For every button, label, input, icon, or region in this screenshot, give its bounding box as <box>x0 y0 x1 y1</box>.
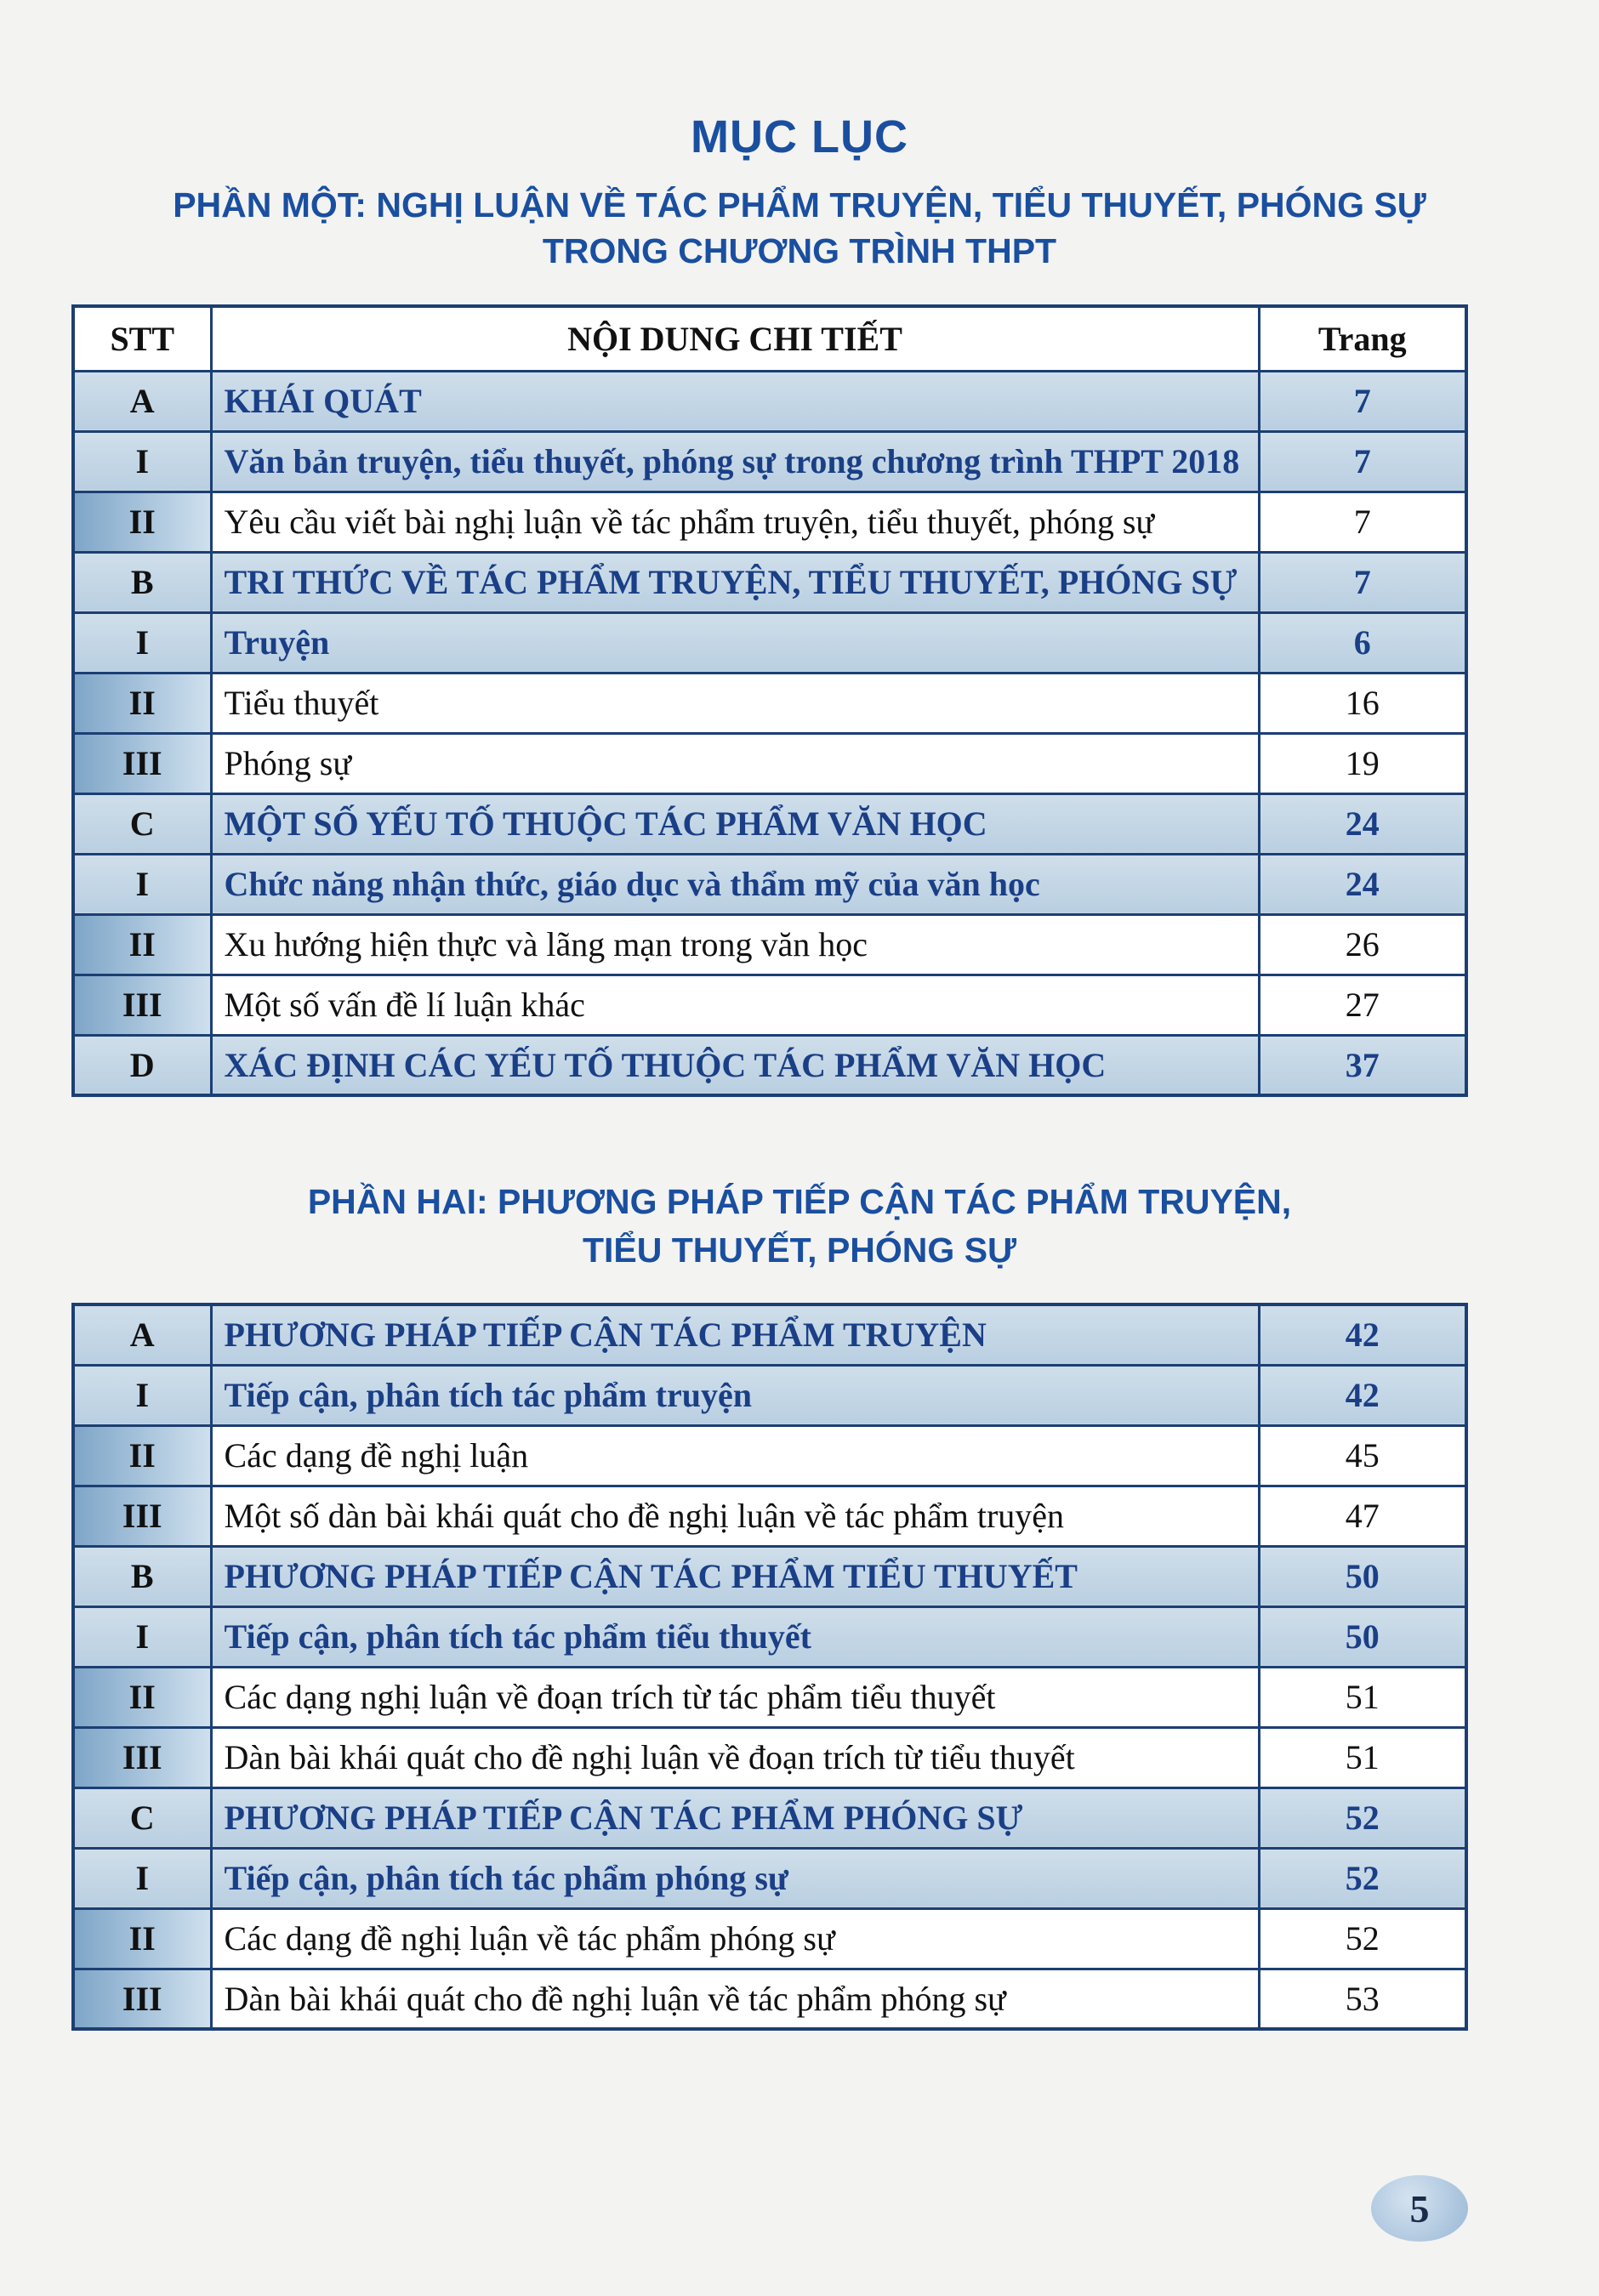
row-title: KHÁI QUÁT <box>211 371 1259 431</box>
table-row <box>73 733 1466 793</box>
row-index: II <box>73 673 211 733</box>
table-row <box>73 1969 1466 2029</box>
row-page-number: 16 <box>1259 673 1466 733</box>
row-index: III <box>73 1969 211 2029</box>
table-row <box>73 1486 1466 1546</box>
row-page-number: 53 <box>1259 1969 1466 2029</box>
part-two-toc-table <box>71 1303 1468 2031</box>
section-row <box>73 793 1466 854</box>
row-index: I <box>73 431 211 492</box>
section-row <box>73 1606 1466 1667</box>
part-one-rows <box>73 371 1466 1095</box>
section-row <box>73 1848 1466 1908</box>
row-page-number: 47 <box>1259 1486 1466 1546</box>
column-header-content: NỘI DUNG CHI TIẾT <box>211 306 1259 371</box>
row-page-number: 7 <box>1259 371 1466 431</box>
part-two-rows <box>73 1304 1466 2029</box>
row-title: MỘT SỐ YẾU TỐ THUỘC TÁC PHẨM VĂN HỌC <box>211 793 1259 854</box>
row-index: II <box>73 1425 211 1486</box>
part-two-heading: PHẦN HAI: PHƯƠNG PHÁP TIẾP CẬN TÁC PHẨM TRUYỆN, <box>307 1182 1292 1221</box>
section-row <box>73 612 1466 673</box>
table-row <box>73 673 1466 733</box>
row-index: III <box>73 975 211 1035</box>
row-page-number: 42 <box>1259 1304 1466 1365</box>
table-row <box>73 914 1466 975</box>
row-page-number: 7 <box>1259 552 1466 612</box>
row-index: I <box>73 1848 211 1908</box>
table-row <box>73 1425 1466 1486</box>
row-title: Yêu cầu viết bài nghị luận về tác phẩm truyện, tiểu thuyết, phóng sự <box>211 492 1259 552</box>
row-title: PHƯƠNG PHÁP TIẾP CẬN TÁC PHẨM TIỂU THUYẾT <box>211 1546 1259 1606</box>
row-index: I <box>73 1365 211 1425</box>
page-number-badge: 5 <box>1371 2175 1468 2242</box>
row-title: Các dạng đề nghị luận về tác phẩm phóng sự <box>211 1908 1259 1969</box>
row-title: Tiểu thuyết <box>211 673 1259 733</box>
row-index: III <box>73 1486 211 1546</box>
row-title: Truyện <box>211 612 1259 673</box>
row-page-number: 7 <box>1259 431 1466 492</box>
table-row <box>73 975 1466 1035</box>
section-row <box>73 552 1466 612</box>
section-row <box>73 1035 1466 1095</box>
row-title: PHƯƠNG PHÁP TIẾP CẬN TÁC PHẨM TRUYỆN <box>211 1304 1259 1365</box>
section-row <box>73 1546 1466 1606</box>
section-row <box>73 1365 1466 1425</box>
row-page-number: 26 <box>1259 914 1466 975</box>
section-row <box>73 854 1466 914</box>
row-page-number: 19 <box>1259 733 1466 793</box>
table-row <box>73 1727 1466 1787</box>
row-title: Xu hướng hiện thực và lãng mạn trong văn học <box>211 914 1259 975</box>
row-page-number: 50 <box>1259 1606 1466 1667</box>
row-index: C <box>73 1787 211 1848</box>
row-page-number: 51 <box>1259 1667 1466 1727</box>
row-title: Tiếp cận, phân tích tác phẩm tiểu thuyết <box>211 1606 1259 1667</box>
part-one-heading: PHẦN MỘT: NGHỊ LUẬN VỀ TÁC PHẨM TRUYỆN, TIỂU THUYẾT, PHÓNG SỰ <box>173 185 1426 224</box>
row-index: A <box>73 371 211 431</box>
row-index: III <box>73 1727 211 1787</box>
row-index: II <box>73 1908 211 1969</box>
section-row <box>73 431 1466 492</box>
part-one-toc-table <box>71 304 1468 1097</box>
row-title: TRI THỨC VỀ TÁC PHẨM TRUYỆN, TIỂU THUYẾT, PHÓNG SỰ <box>211 552 1259 612</box>
row-index: II <box>73 1667 211 1727</box>
column-header-stt: STT <box>73 306 211 371</box>
row-index: III <box>73 733 211 793</box>
section-row <box>73 371 1466 431</box>
row-index: II <box>73 914 211 975</box>
row-title: Tiếp cận, phân tích tác phẩm phóng sự <box>211 1848 1259 1908</box>
row-title: Dàn bài khái quát cho đề nghị luận về tác phẩm phóng sự <box>211 1969 1259 2029</box>
row-index: B <box>73 552 211 612</box>
row-index: I <box>73 854 211 914</box>
row-page-number: 45 <box>1259 1425 1466 1486</box>
row-title: PHƯƠNG PHÁP TIẾP CẬN TÁC PHẨM PHÓNG SỰ <box>211 1787 1259 1848</box>
row-page-number: 24 <box>1259 854 1466 914</box>
table-row <box>73 492 1466 552</box>
row-index: I <box>73 612 211 673</box>
row-title: Dàn bài khái quát cho đề nghị luận về đoạn trích từ tiểu thuyết <box>211 1727 1259 1787</box>
table-row <box>73 1908 1466 1969</box>
row-page-number: 42 <box>1259 1365 1466 1425</box>
row-index: D <box>73 1035 211 1095</box>
row-index: C <box>73 793 211 854</box>
row-index: I <box>73 1606 211 1667</box>
row-title: Các dạng đề nghị luận <box>211 1425 1259 1486</box>
row-page-number: 6 <box>1259 612 1466 673</box>
part-two-subheading: TIỂU THUYẾT, PHÓNG SỰ <box>582 1230 1017 1270</box>
row-title: Chức năng nhận thức, giáo dục và thẩm mỹ của văn học <box>211 854 1259 914</box>
row-page-number: 51 <box>1259 1727 1466 1787</box>
row-page-number: 52 <box>1259 1787 1466 1848</box>
row-index: II <box>73 492 211 552</box>
row-title: XÁC ĐỊNH CÁC YẾU TỐ THUỘC TÁC PHẨM VĂN HỌC <box>211 1035 1259 1095</box>
row-page-number: 7 <box>1259 492 1466 552</box>
row-page-number: 52 <box>1259 1908 1466 1969</box>
section-row <box>73 1304 1466 1365</box>
row-page-number: 37 <box>1259 1035 1466 1095</box>
row-title: Một số vấn đề lí luận khác <box>211 975 1259 1035</box>
section-row <box>73 1787 1466 1848</box>
row-index: B <box>73 1546 211 1606</box>
table-header-row <box>73 306 1466 371</box>
part-one-subheading: TRONG CHƯƠNG TRÌNH THPT <box>542 231 1057 270</box>
row-title: Các dạng nghị luận về đoạn trích từ tác phẩm tiểu thuyết <box>211 1667 1259 1727</box>
row-title: Văn bản truyện, tiểu thuyết, phóng sự trong chương trình THPT 2018 <box>211 431 1259 492</box>
row-page-number: 52 <box>1259 1848 1466 1908</box>
table-row <box>73 1667 1466 1727</box>
row-index: A <box>73 1304 211 1365</box>
row-page-number: 50 <box>1259 1546 1466 1606</box>
column-header-page: Trang <box>1259 306 1466 371</box>
row-title: Một số dàn bài khái quát cho đề nghị luận về tác phẩm truyện <box>211 1486 1259 1546</box>
page-title: MỤC LỤC <box>691 111 908 162</box>
row-page-number: 27 <box>1259 975 1466 1035</box>
row-title: Tiếp cận, phân tích tác phẩm truyện <box>211 1365 1259 1425</box>
row-page-number: 24 <box>1259 793 1466 854</box>
row-title: Phóng sự <box>211 733 1259 793</box>
